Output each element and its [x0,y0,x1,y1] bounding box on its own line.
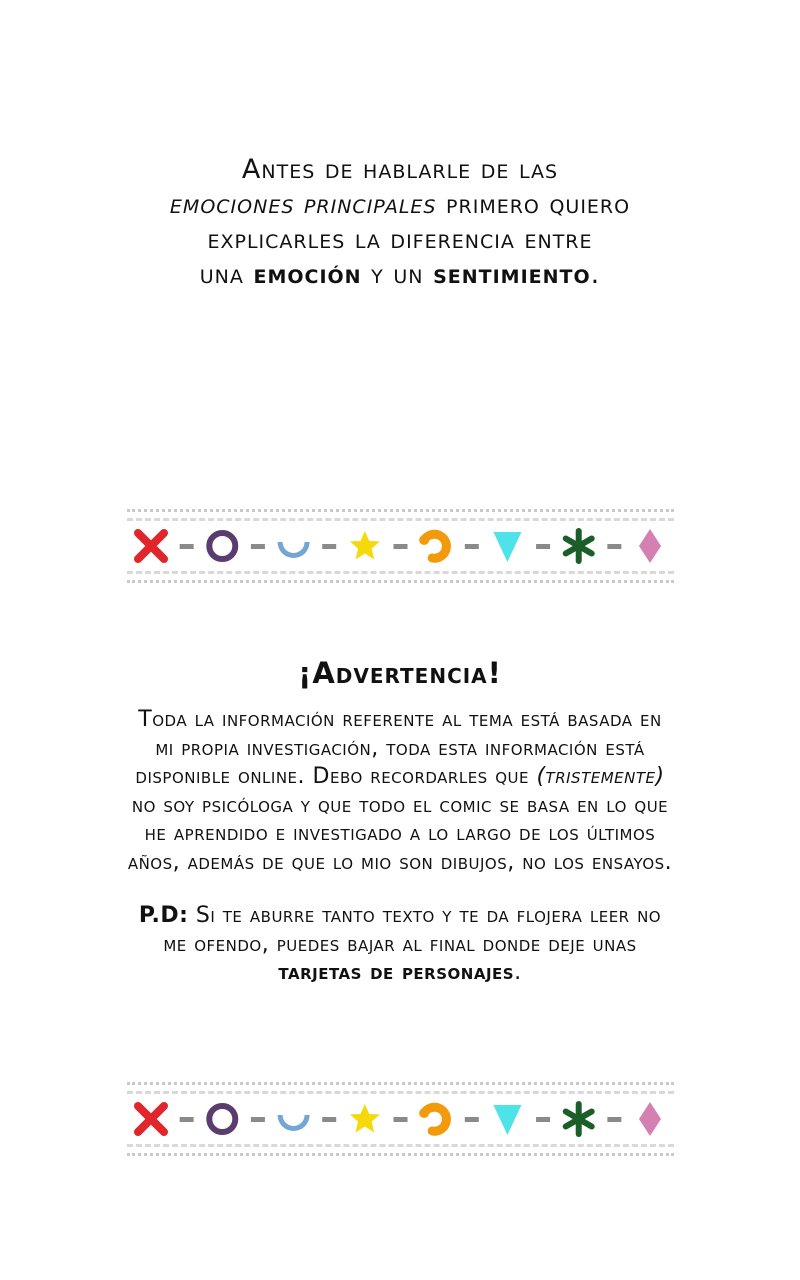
hook-icon [419,534,446,558]
hook-icon [419,1107,446,1131]
warning-line: años, además de que lo mio son dibujos, no los ensayos. [127,849,673,875]
separator-dash [536,1117,550,1122]
warning-line: mi propia investigación, toda esta información está [155,735,645,761]
symbol-divider-bottom [127,1082,674,1156]
symbol-divider-top [127,509,674,583]
divider-dotted-line [127,1082,674,1085]
cross-icon [138,533,164,559]
divider-dashed-line [127,571,674,574]
warning-line: Toda la información referente al tema está basada en [138,707,662,732]
warning-body [0,706,800,877]
separator-dash [251,544,265,549]
asterisk-icon [566,531,592,561]
intro-line-2: emociones principales primero quiero [169,189,631,220]
emphasis-sentimiento: sentimiento [433,259,591,290]
cross-icon [138,1106,164,1132]
divider-dotted-line [127,1153,674,1156]
warning-line: no soy psicóloga y que todo el comic se basa en lo que [131,792,669,818]
symbol-row [127,1101,674,1137]
separator-dash [536,544,550,549]
postscript-line: P.D: Si te aburre tanto texto y te da flojera leer no [138,903,662,928]
triangle-down-icon [493,532,521,562]
emphasis-emocion: emoción [253,259,362,290]
triangle-down-icon [493,1105,521,1135]
divider-dashed-line [127,1144,674,1147]
diamond-icon [639,1102,661,1136]
postscript-label: P.D: [138,903,189,928]
postscript [0,902,800,988]
warning-line: he aprendido e investigado a lo largo de los últimos [144,821,656,846]
circle-icon [209,1106,235,1132]
crescent-icon [278,1115,310,1131]
separator-dash [394,544,408,549]
warning-title: ¡Advertencia! [298,656,502,690]
crescent-icon [278,542,310,558]
diamond-icon [639,529,661,563]
divider-dashed-line [127,518,674,521]
separator-dash [180,1117,194,1122]
divider-dotted-line [127,580,674,583]
separator-dash [394,1117,408,1122]
separator-dash [607,544,621,549]
intro-text [0,152,800,292]
symbol-strip [127,528,674,564]
separator-dash [465,1117,479,1122]
separator-dash [322,1117,336,1122]
separator-dash [607,1117,621,1122]
divider-dashed-line [127,1091,674,1094]
intro-line-3: explicarles la diferencia entre [207,224,593,255]
asterisk-icon [566,1104,592,1134]
symbol-row [127,528,674,564]
postscript-line: me ofendo, puedes bajar al final donde deje unas [163,931,637,957]
intro-line-4: una emoción y un sentimiento. [199,259,601,290]
star-icon [350,531,380,560]
emphasis-tarjetas: tarjetas de personajes [278,960,515,985]
separator-dash [322,544,336,549]
warning-line: disponible online. Debo recordarles que (tristemente) [135,764,665,789]
circle-icon [209,533,235,559]
postscript-line: tarjetas de personajes. [278,960,522,985]
separator-dash [251,1117,265,1122]
divider-dotted-line [127,509,674,512]
separator-dash [465,544,479,549]
intro-line-1: Antes de hablarle de las [241,154,559,185]
emphasis-tristemente: (tristemente) [536,764,665,789]
symbol-strip [127,1101,674,1137]
separator-dash [180,544,194,549]
emphasis-emociones-principales: emociones principales [169,189,437,220]
star-icon [350,1104,380,1133]
